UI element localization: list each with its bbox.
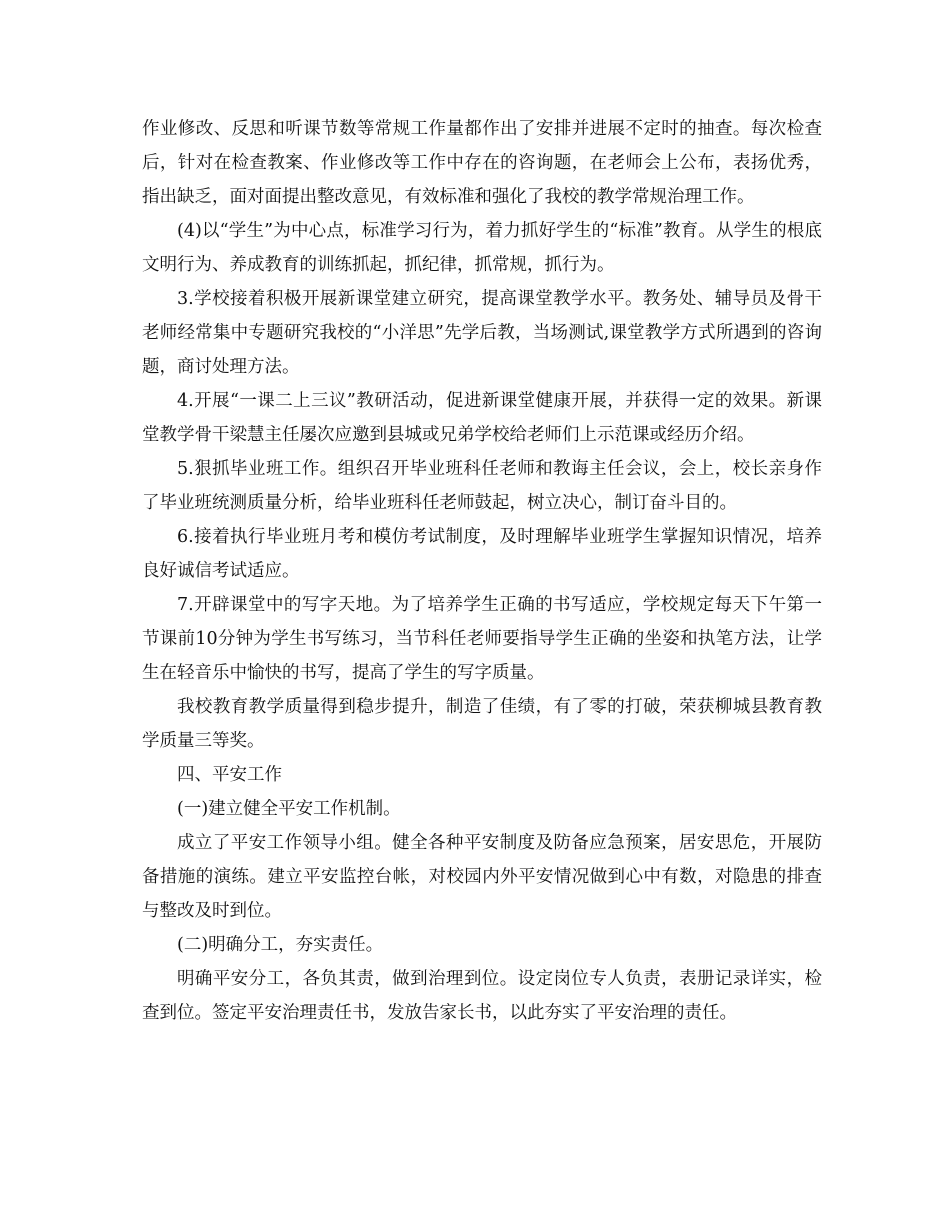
paragraph-10: 明确平安分工，各负其责，做到治理到位。设定岗位专人负责，表册记录详实，检查到位。签定平安治理责任书，发放告家长书，以此夯实了平安治理的责任。 xyxy=(142,969,822,1023)
paragraph-1: 作业修改、反思和听课节数等常规工作量都作出了安排并进展不定时的抽查。每次检查后，针对在检查教案、作业修改等工作中存在的咨询题，在老师会上公布，表扬优秀，指出缺乏，面对面提出整改意见，有效标准和强化了我校的教学常规治理工作。 xyxy=(142,119,822,207)
subsection-heading-2: (二)明确分工，夯实责任。 xyxy=(177,935,384,955)
document-body xyxy=(142,112,822,1030)
paragraph-5: 5.狠抓毕业班工作。组织召开毕业班科任老师和教诲主任会议，会上，校长亲身作了毕业班统测质量分析，给毕业班科任老师鼓起，树立决心，制订奋斗目的。 xyxy=(142,459,822,513)
paragraph-6: 6.接着执行毕业班月考和模仿考试制度，及时理解毕业班学生掌握知识情况，培养良好诚信考试适应。 xyxy=(142,527,822,581)
paragraph-3: 3.学校接着积极开展新课堂建立研究，提高课堂教学水平。教务处、辅导员及骨干老师经常集中专题研究我校的“小洋思”先学后教，当场测试,课堂教学方式所遇到的咨询题，商讨处理方法。 xyxy=(142,289,822,377)
paragraph-8: 我校教育教学质量得到稳步提升，制造了佳绩，有了零的打破，荣获柳城县教育教学质量三等奖。 xyxy=(142,697,822,751)
paragraph-7: 7.开辟课堂中的写字天地。为了培养学生正确的书写适应，学校规定每天下午第一节课前10分钟为学生书写练习，当节科任老师要指导学生正确的坐姿和执笔方法，让学生在轻音乐中愉快的书写，提高了学生的写字质量。 xyxy=(142,595,822,683)
paragraph-4: 4.开展“一课二上三议”教研活动，促进新课堂健康开展，并获得一定的效果。新课堂教学骨干梁慧主任屡次应邀到县城或兄弟学校给老师们上示范课或经历介绍。 xyxy=(142,391,822,445)
section-heading: 四、平安工作 xyxy=(177,765,282,785)
paragraph-9: 成立了平安工作领导小组。健全各种平安制度及防备应急预案，居安思危，开展防备措施的演练。建立平安监控台帐，对校园内外平安情况做到心中有数，对隐患的排查与整改及时到位。 xyxy=(142,833,822,921)
subsection-heading-1: (一)建立健全平安工作机制。 xyxy=(177,799,401,819)
paragraph-2: (4)以“学生”为中心点，标准学习行为，着力抓好学生的“标准”教育。从学生的根底文明行为、养成教育的训练抓起，抓纪律，抓常规，抓行为。 xyxy=(142,221,822,275)
